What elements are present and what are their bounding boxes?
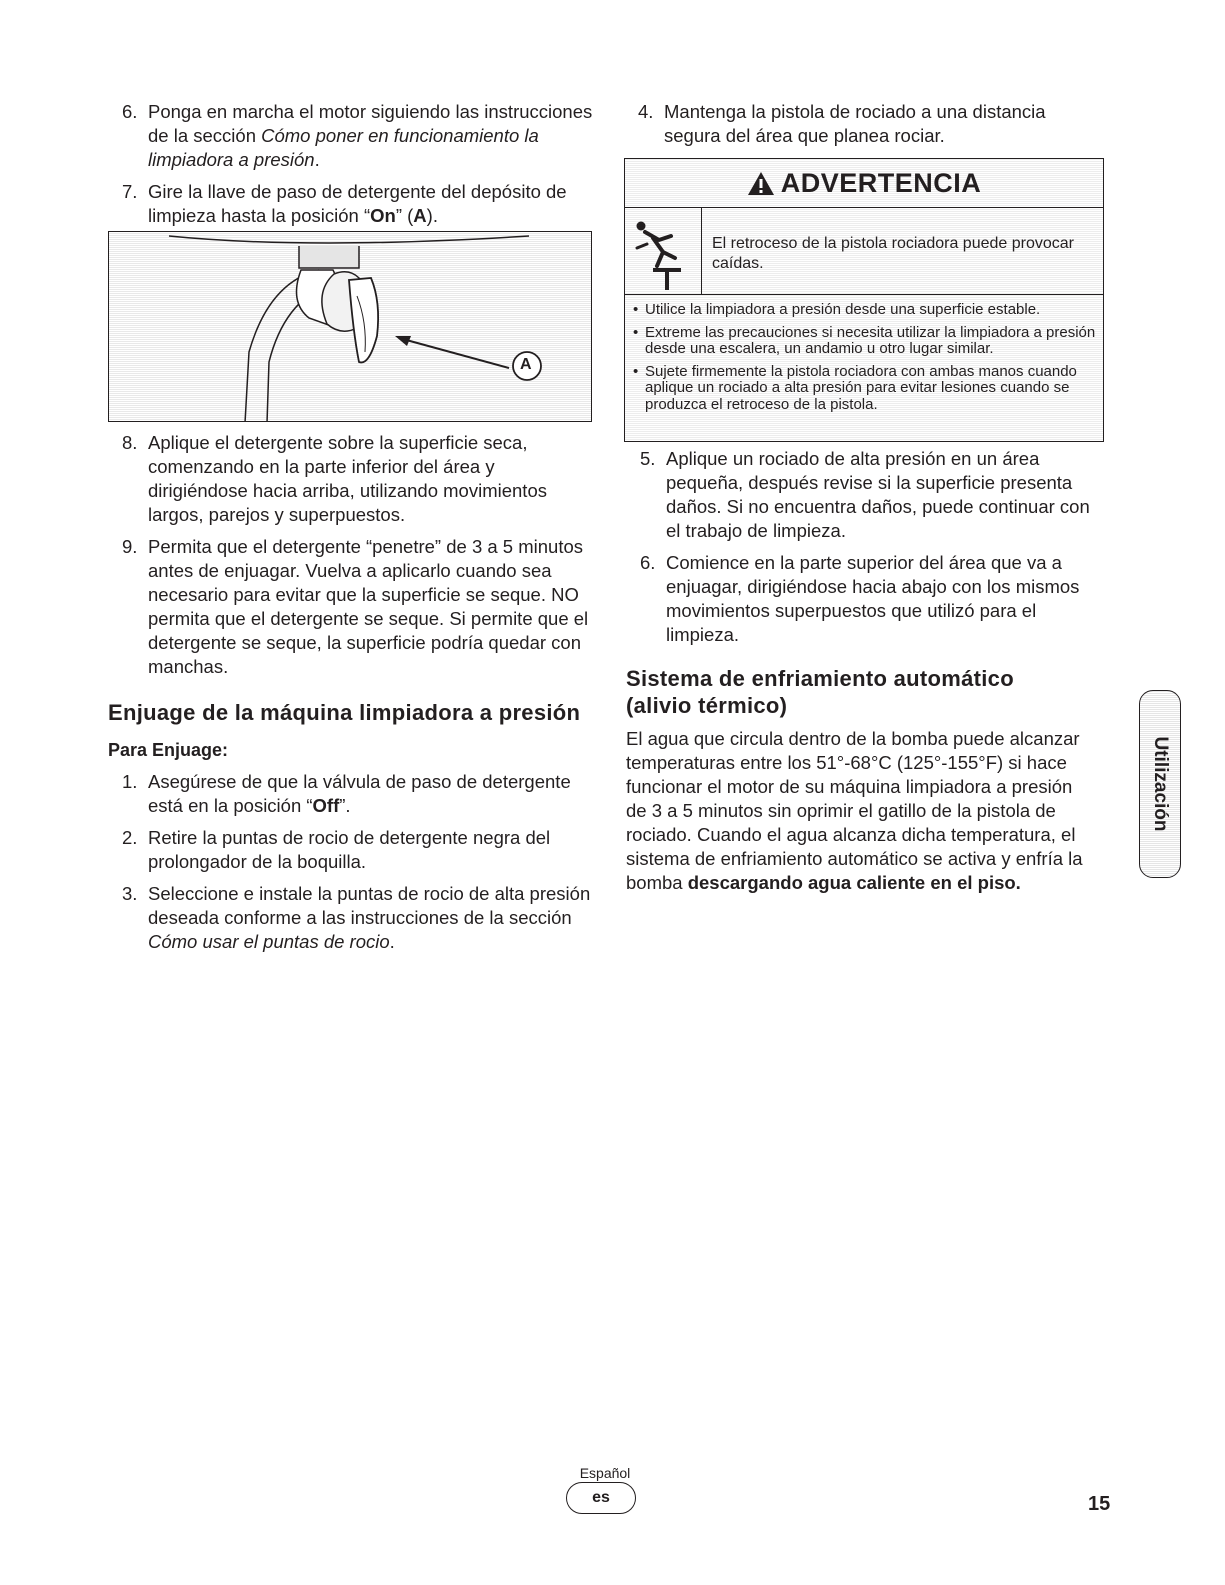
warning-bullet: • Utilice la limpiadora a presión desde una superficie estable. (633, 302, 1097, 319)
step-7: 7. Gire la llave de paso de detergente del depósito de limpieza hasta la posición “On” (A). (122, 181, 567, 226)
cooling-heading: Sistema de enfriamiento automático (alivio térmico) (626, 666, 1014, 718)
warning-message-row (625, 208, 1103, 295)
warning-bullet: • Extreme las precauciones si necesita utilizar la limpiadora a presión desde una escalera, un andamio u otro lugar similar. (633, 325, 1097, 358)
left-column-bottom (108, 431, 593, 962)
step-6-right: 6. Comience en la parte superior del área que va a enjuagar, dirigiéndose hacia abajo con los mismos movimientos superpuestos que utilizó para el limpieza. (640, 552, 1080, 645)
warning-title: ADVERTENCIA (780, 168, 982, 198)
step-8: 8. Aplique el detergente sobre la superficie seca, comenzando en la parte inferior del área y dirigiéndose hacia arriba, utilizando movimientos largos, parejos y superpuestos. (122, 432, 547, 525)
detergent-valve-figure (108, 231, 592, 422)
warning-box (624, 158, 1104, 442)
rinse-step-1: 1. Asegúrese de que la válvula de paso de detergente está en la posición “Off”. (122, 771, 571, 816)
warning-message: El retroceso de la pistola rociadora puede provocar caídas. (712, 235, 1074, 272)
fall-hazard-icon (625, 208, 702, 294)
warning-header (625, 159, 1103, 208)
side-tab-label: Utilización (1150, 736, 1171, 832)
section-side-tab (1139, 690, 1181, 878)
cooling-paragraph: El agua que circula dentro de la bomba puede alcanzar temperaturas entre los 51°-68°C (125°-155°F) si hace funcionar el motor de su máquina limpiadora a presión de 3 a 5 minutos sin oprimir el gatillo de la pistola de rociado. Cuando el agua alcanza dicha temperatura, el sistema de enfriamiento automático se activa y enfría la bomba descargando agua caliente en el piso. (626, 728, 1083, 893)
rinse-step-2: 2. Retire la puntas de rocio de detergente negra del prolongador de la boquilla. (122, 827, 551, 872)
section-reference: Cómo poner en funcionamiento la limpiadora a presión (148, 125, 539, 170)
right-column-bottom (626, 447, 1108, 895)
rinse-heading: Enjuage de la máquina limpiadora a presión (108, 700, 581, 725)
page-number: 15 (1088, 1493, 1111, 1515)
rinse-step-3: 3. Seleccione e instale la puntas de rocio de alta presión deseada conforme a las instrucciones de la sección Cómo usar el puntas de rocio. (122, 883, 591, 952)
step-6: 6. Ponga en marcha el motor siguiendo las instrucciones de la sección Cómo poner en funcionamiento la limpiadora a presión. (122, 101, 593, 170)
left-column-top (108, 100, 593, 236)
callout-a-label: A (520, 356, 532, 373)
section-reference: Cómo usar el puntas de rocio (148, 931, 390, 952)
warning-triangle-icon (747, 171, 775, 196)
language-code-badge: es (566, 1482, 636, 1514)
footer-language: Español (579, 1465, 631, 1481)
rinse-subheading: Para Enjuage: (108, 740, 229, 760)
warning-bullet-list (625, 295, 1103, 413)
right-column-top (624, 100, 1106, 156)
valve-illustration (109, 232, 592, 422)
step-5: 5. Aplique un rociado de alta presión en un área pequeña, después revise si la superficie presenta daños. Si no encuentra daños, puede continuar con el trabajo de limpieza. (640, 448, 1090, 541)
warning-bullet: • Sujete firmemente la pistola rociadora con ambas manos cuando aplique un rociado a alta presión para evitar lesiones cuando se produzca el retroceso de la pistola. (633, 364, 1097, 414)
step-9: 9. Permita que el detergente “penetre” de 3 a 5 minutos antes de enjuagar. Vuelva a aplicarlo cuando sea necesario para evitar que la superficie se seque. NO permita que el detergente se seque. Si permite que el detergente se seque, la superficie podría quedar con manchas. (122, 536, 589, 677)
step-4: 4. Mantenga la pistola de rociado a una distancia segura del área que planea rociar. (638, 101, 1046, 146)
